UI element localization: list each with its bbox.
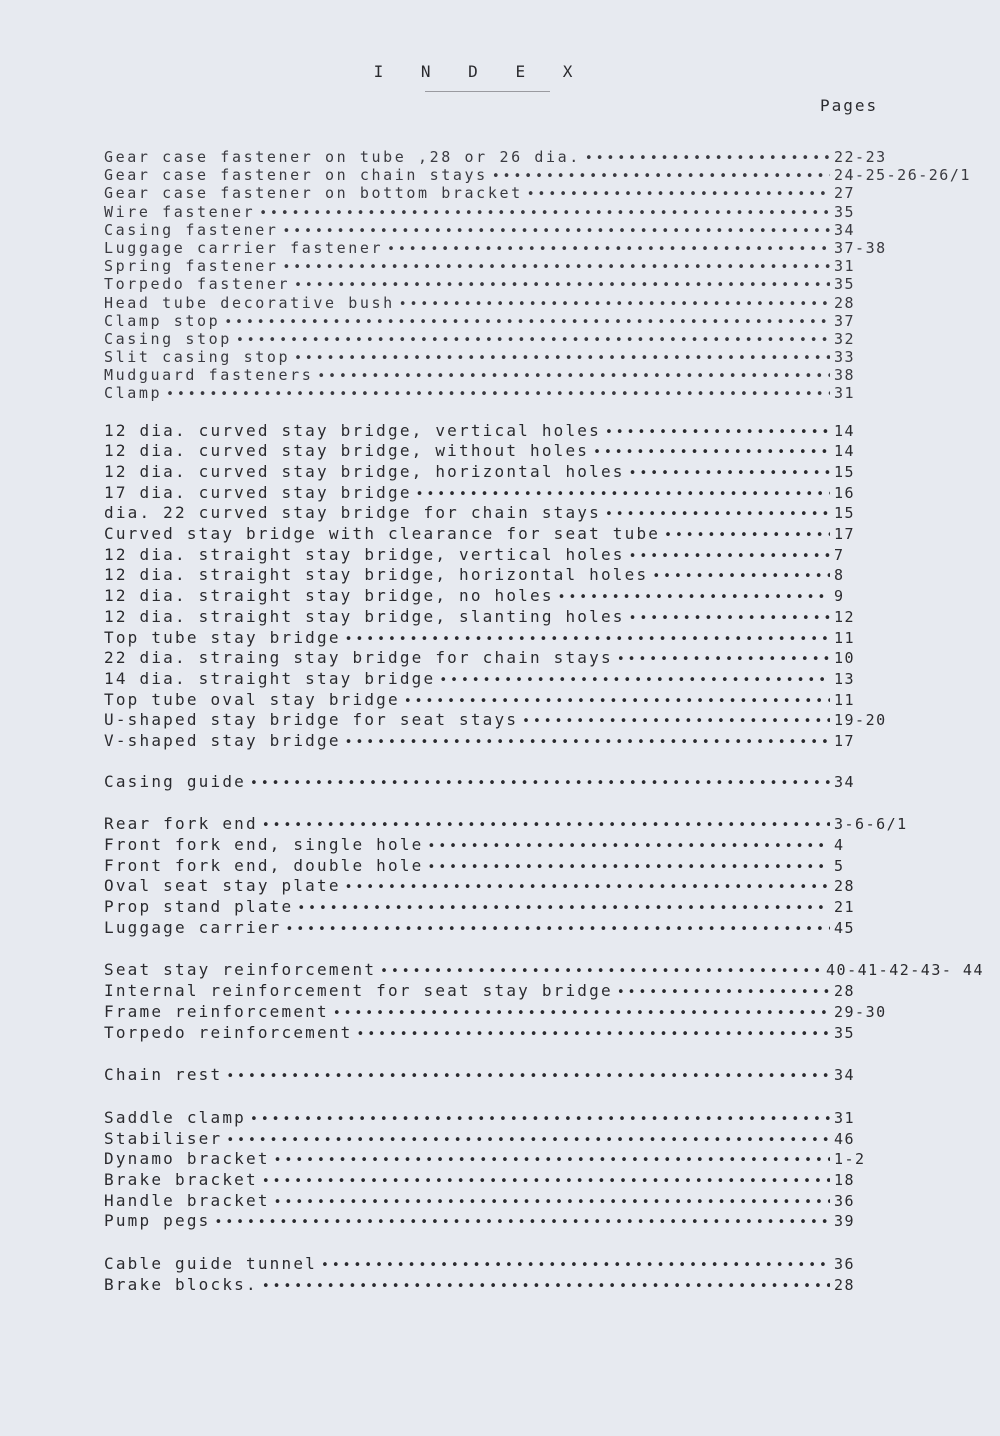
index-entry: [104, 1191, 984, 1212]
entry-page: 5: [834, 856, 845, 875]
entry-label: Seat stay reinforcement: [104, 960, 377, 980]
entry-page: 8: [834, 566, 845, 585]
entry-label: Luggage carrier fastener: [104, 238, 384, 257]
entry-label: Rear fork end: [104, 814, 258, 834]
entry-page: 16: [834, 483, 856, 502]
dot-leader: [282, 224, 830, 239]
entry-label: 12 dia. straight stay bridge, no holes: [104, 586, 554, 606]
index-entry: [104, 856, 984, 877]
entry-page: 24-25-26-26/1: [834, 166, 971, 185]
index-entry: [104, 166, 984, 184]
dot-leader: [387, 242, 830, 257]
entry-label: Head tube decorative bush: [104, 293, 395, 312]
entry-page: 21: [834, 898, 856, 917]
entry-page: 4: [834, 836, 845, 854]
dot-leader: [333, 1006, 830, 1021]
entry-page: 31: [834, 384, 856, 403]
entry-page: 12: [834, 607, 856, 626]
entry-page: 28: [834, 1275, 856, 1294]
entry-page: 19-20: [834, 711, 887, 730]
dot-leader: [652, 569, 830, 584]
entry-label: Casing guide: [104, 771, 246, 791]
entry-page: 11: [834, 690, 856, 709]
index-entry: [104, 294, 984, 312]
entry-page: 35: [834, 1023, 856, 1042]
dot-leader: [262, 1279, 830, 1294]
entry-label: Dynamo bracket: [104, 1149, 270, 1169]
entry-page: 17: [834, 731, 856, 750]
entry-label: Casing stop: [104, 329, 232, 348]
entry-label: Spring fastener: [104, 257, 279, 276]
entry-page: 38: [834, 366, 856, 385]
dot-leader: [617, 652, 830, 667]
entry-label: Saddle clamp: [104, 1107, 246, 1127]
dot-leader: [224, 315, 830, 330]
index-entry: [104, 690, 984, 711]
entry-label: Torpedo fastener: [104, 275, 291, 294]
dot-leader: [439, 673, 830, 688]
entry-page: 36: [834, 1191, 856, 1210]
entry-page: 1-2: [834, 1150, 866, 1169]
index-entry: [104, 257, 984, 275]
index-entry: [104, 366, 984, 384]
index-entry: [104, 203, 984, 221]
title-underline: [425, 91, 550, 92]
entry-page: 17: [834, 525, 856, 544]
entry-label: Gear case fastener on tube ,28 or 26 dia.: [104, 148, 581, 166]
dot-leader: [321, 1258, 830, 1273]
index-entry: [104, 1108, 984, 1129]
entry-label: Mudguard fasteners: [104, 366, 314, 385]
dot-leader: [345, 880, 830, 895]
index-entry: [104, 628, 984, 649]
entry-page: 9: [834, 587, 845, 606]
entry-label: 14 dia. straight stay bridge: [104, 668, 436, 688]
entry-page: 35: [834, 202, 856, 221]
index-entry: [104, 545, 984, 566]
entry-label: Prop stand plate: [104, 897, 294, 917]
dot-leader: [357, 1027, 831, 1042]
index-group: [104, 1108, 984, 1232]
entry-label: 12 dia. straight stay bridge, slanting holes: [104, 606, 625, 626]
entry-page: 36: [834, 1255, 856, 1273]
entry-page: 33: [834, 348, 856, 367]
index-entry: [104, 1254, 984, 1275]
index-entry: [104, 772, 984, 793]
index-entry: [104, 184, 984, 202]
dot-leader: [250, 776, 830, 791]
entry-page: 14: [834, 442, 856, 461]
dot-leader: [345, 735, 830, 750]
index-entry: [104, 1129, 984, 1150]
entry-page: 37-38: [834, 238, 887, 257]
dot-leader: [236, 333, 830, 348]
dot-leader: [345, 632, 830, 647]
entry-page: 34: [834, 1066, 856, 1085]
index-entry: [104, 607, 984, 628]
pages-column-header: Pages: [820, 96, 879, 115]
entry-page: 28: [834, 877, 856, 896]
dot-leader: [629, 466, 830, 481]
index-group: [104, 1254, 984, 1295]
dot-leader: [605, 507, 830, 522]
entry-label: 12 dia. straight stay bridge, horizontal holes: [104, 565, 649, 585]
entry-page: 11: [834, 628, 856, 647]
entry-label: Curved stay bridge with clearance for seat tube: [104, 524, 661, 544]
entry-label: Front fork end, double hole: [104, 855, 424, 875]
index-entry: [104, 648, 984, 669]
index-entry: [104, 239, 984, 257]
entry-label: U-shaped stay bridge for seat stays: [104, 710, 519, 730]
entry-label: Brake bracket: [104, 1169, 258, 1189]
entry-label: 12 dia. curved stay bridge, horizontal holes: [104, 462, 625, 481]
dot-leader: [274, 1153, 830, 1168]
entry-label: Slit casing stop: [104, 348, 291, 367]
dot-leader: [274, 1195, 830, 1210]
entry-page: 13: [834, 669, 856, 688]
index-entry: [104, 483, 984, 504]
dot-leader: [215, 1215, 831, 1230]
index-entry: [104, 960, 984, 981]
index-entry: [104, 814, 984, 835]
dot-leader: [629, 549, 830, 564]
dot-leader: [629, 611, 830, 626]
index-group: [104, 814, 984, 938]
entry-label: 12 dia. curved stay bridge, vertical holes: [104, 420, 601, 440]
entry-page: 40-41-42-43- 44: [826, 961, 984, 980]
entry-page: 18: [834, 1170, 856, 1189]
dot-leader: [317, 369, 830, 384]
entry-page: 28: [834, 982, 856, 1001]
entry-label: Pump pegs: [104, 1211, 211, 1231]
dot-leader: [294, 278, 830, 293]
dot-leader: [492, 169, 830, 184]
entry-label: dia. 22 curved stay bridge for chain stays: [104, 503, 601, 523]
index-entry: [104, 148, 984, 166]
index-entry: [104, 462, 984, 483]
index-entry: [104, 710, 984, 731]
entry-page: 35: [834, 275, 856, 294]
index-entry: [104, 897, 984, 918]
dot-leader: [522, 714, 830, 729]
index-entry: [104, 421, 984, 442]
entry-page: 22-23: [834, 148, 887, 166]
dot-leader: [404, 694, 830, 709]
entry-label: Frame reinforcement: [104, 1001, 329, 1021]
entry-label: 17 dia. curved stay bridge: [104, 482, 412, 502]
dot-leader: [428, 839, 831, 854]
entry-label: Casing fastener: [104, 220, 279, 239]
dot-leader: [605, 425, 830, 440]
dot-leader: [428, 860, 831, 875]
entry-label: Clamp: [104, 384, 163, 403]
entry-page: 27: [834, 184, 856, 203]
entry-page: 34: [834, 772, 856, 791]
index-group: [104, 1065, 984, 1086]
dot-leader: [286, 922, 831, 937]
index-entry: [104, 441, 984, 462]
index-entry: [104, 1002, 984, 1023]
dot-leader: [166, 387, 830, 402]
entry-label: 22 dia. straing stay bridge for chain stays: [104, 648, 613, 668]
entry-page: 45: [834, 918, 856, 937]
index-entry: [104, 1065, 984, 1086]
page-title: I N D E X: [373, 62, 587, 81]
dot-leader: [262, 818, 830, 833]
index-group: [104, 960, 984, 1043]
entry-label: Stabiliser: [104, 1128, 223, 1148]
index-entry: [104, 1211, 984, 1232]
index-entry: [104, 669, 984, 690]
entry-label: V-shaped stay bridge: [104, 730, 341, 750]
entry-label: Handle bracket: [104, 1190, 270, 1210]
dot-leader: [297, 901, 830, 916]
entry-label: Brake blocks.: [104, 1274, 258, 1294]
index-entry: [104, 586, 984, 607]
dot-leader: [617, 985, 830, 1000]
entry-page: 37: [834, 311, 856, 330]
dot-leader: [399, 297, 830, 312]
entry-page: 29-30: [834, 1002, 887, 1021]
index-entry: [104, 1023, 984, 1044]
dot-leader: [527, 187, 830, 202]
dot-leader: [282, 260, 830, 275]
dot-leader: [380, 964, 822, 979]
index-entry: [104, 1149, 984, 1170]
entry-label: Gear case fastener on bottom bracket: [104, 184, 523, 203]
index-group: [104, 148, 984, 403]
entry-page: 10: [834, 649, 856, 668]
index-entry: [104, 876, 984, 897]
entry-label: Gear case fastener on chain stays: [104, 166, 488, 185]
index-entry: [104, 835, 984, 856]
index-entry: [104, 348, 984, 366]
entry-label: Oval seat stay plate: [104, 876, 341, 896]
index-entry: [104, 524, 984, 545]
entry-page: 3-6-6/1: [834, 815, 908, 834]
index-entry: [104, 330, 984, 348]
entry-page: 39: [834, 1212, 856, 1231]
entry-page: 46: [834, 1129, 856, 1148]
entry-page: 31: [834, 257, 856, 276]
dot-leader: [259, 206, 830, 221]
entry-page: 28: [834, 293, 856, 312]
dot-leader: [664, 528, 830, 543]
entry-label: Torpedo reinforcement: [104, 1022, 353, 1042]
index-entry: [104, 503, 984, 524]
index-entry: [104, 1275, 984, 1296]
index-group: [104, 421, 984, 752]
dot-leader: [585, 151, 830, 166]
entry-page: 32: [834, 329, 856, 348]
index-entry: [104, 565, 984, 586]
dot-leader: [416, 487, 830, 502]
entry-label: Luggage carrier: [104, 917, 282, 937]
entry-page: 15: [834, 504, 856, 523]
index-entry: [104, 312, 984, 330]
dot-leader: [294, 351, 830, 366]
entry-label: Top tube stay bridge: [104, 627, 341, 647]
entry-page: 7: [834, 545, 845, 564]
entry-label: Cable guide tunnel: [104, 1254, 317, 1273]
dot-leader: [593, 445, 830, 460]
entry-page: 31: [834, 1108, 856, 1127]
index-entry: [104, 384, 984, 402]
entry-page: 14: [834, 421, 856, 440]
entry-label: Front fork end, single hole: [104, 835, 424, 854]
entry-label: Wire fastener: [104, 202, 256, 221]
index-entry: [104, 1170, 984, 1191]
dot-leader: [558, 590, 830, 605]
index-entry: [104, 981, 984, 1002]
index-entry: [104, 275, 984, 293]
entry-page: 15: [834, 463, 856, 481]
dot-leader: [226, 1133, 830, 1148]
entry-label: 12 dia. straight stay bridge, vertical holes: [104, 544, 625, 564]
entry-label: 12 dia. curved stay bridge, without holes: [104, 441, 590, 461]
index-entries: [104, 148, 984, 1315]
dot-leader: [250, 1112, 830, 1127]
entry-label: Chain rest: [104, 1065, 223, 1085]
entry-label: Internal reinforcement for seat stay bridge: [104, 981, 613, 1001]
entry-page: 34: [834, 220, 856, 239]
entry-label: Clamp stop: [104, 311, 221, 330]
index-group: [104, 772, 984, 793]
index-entry: [104, 918, 984, 939]
dot-leader: [226, 1069, 830, 1084]
index-entry: [104, 221, 984, 239]
index-entry: [104, 731, 984, 752]
dot-leader: [262, 1174, 830, 1189]
entry-label: Top tube oval stay bridge: [104, 689, 400, 709]
